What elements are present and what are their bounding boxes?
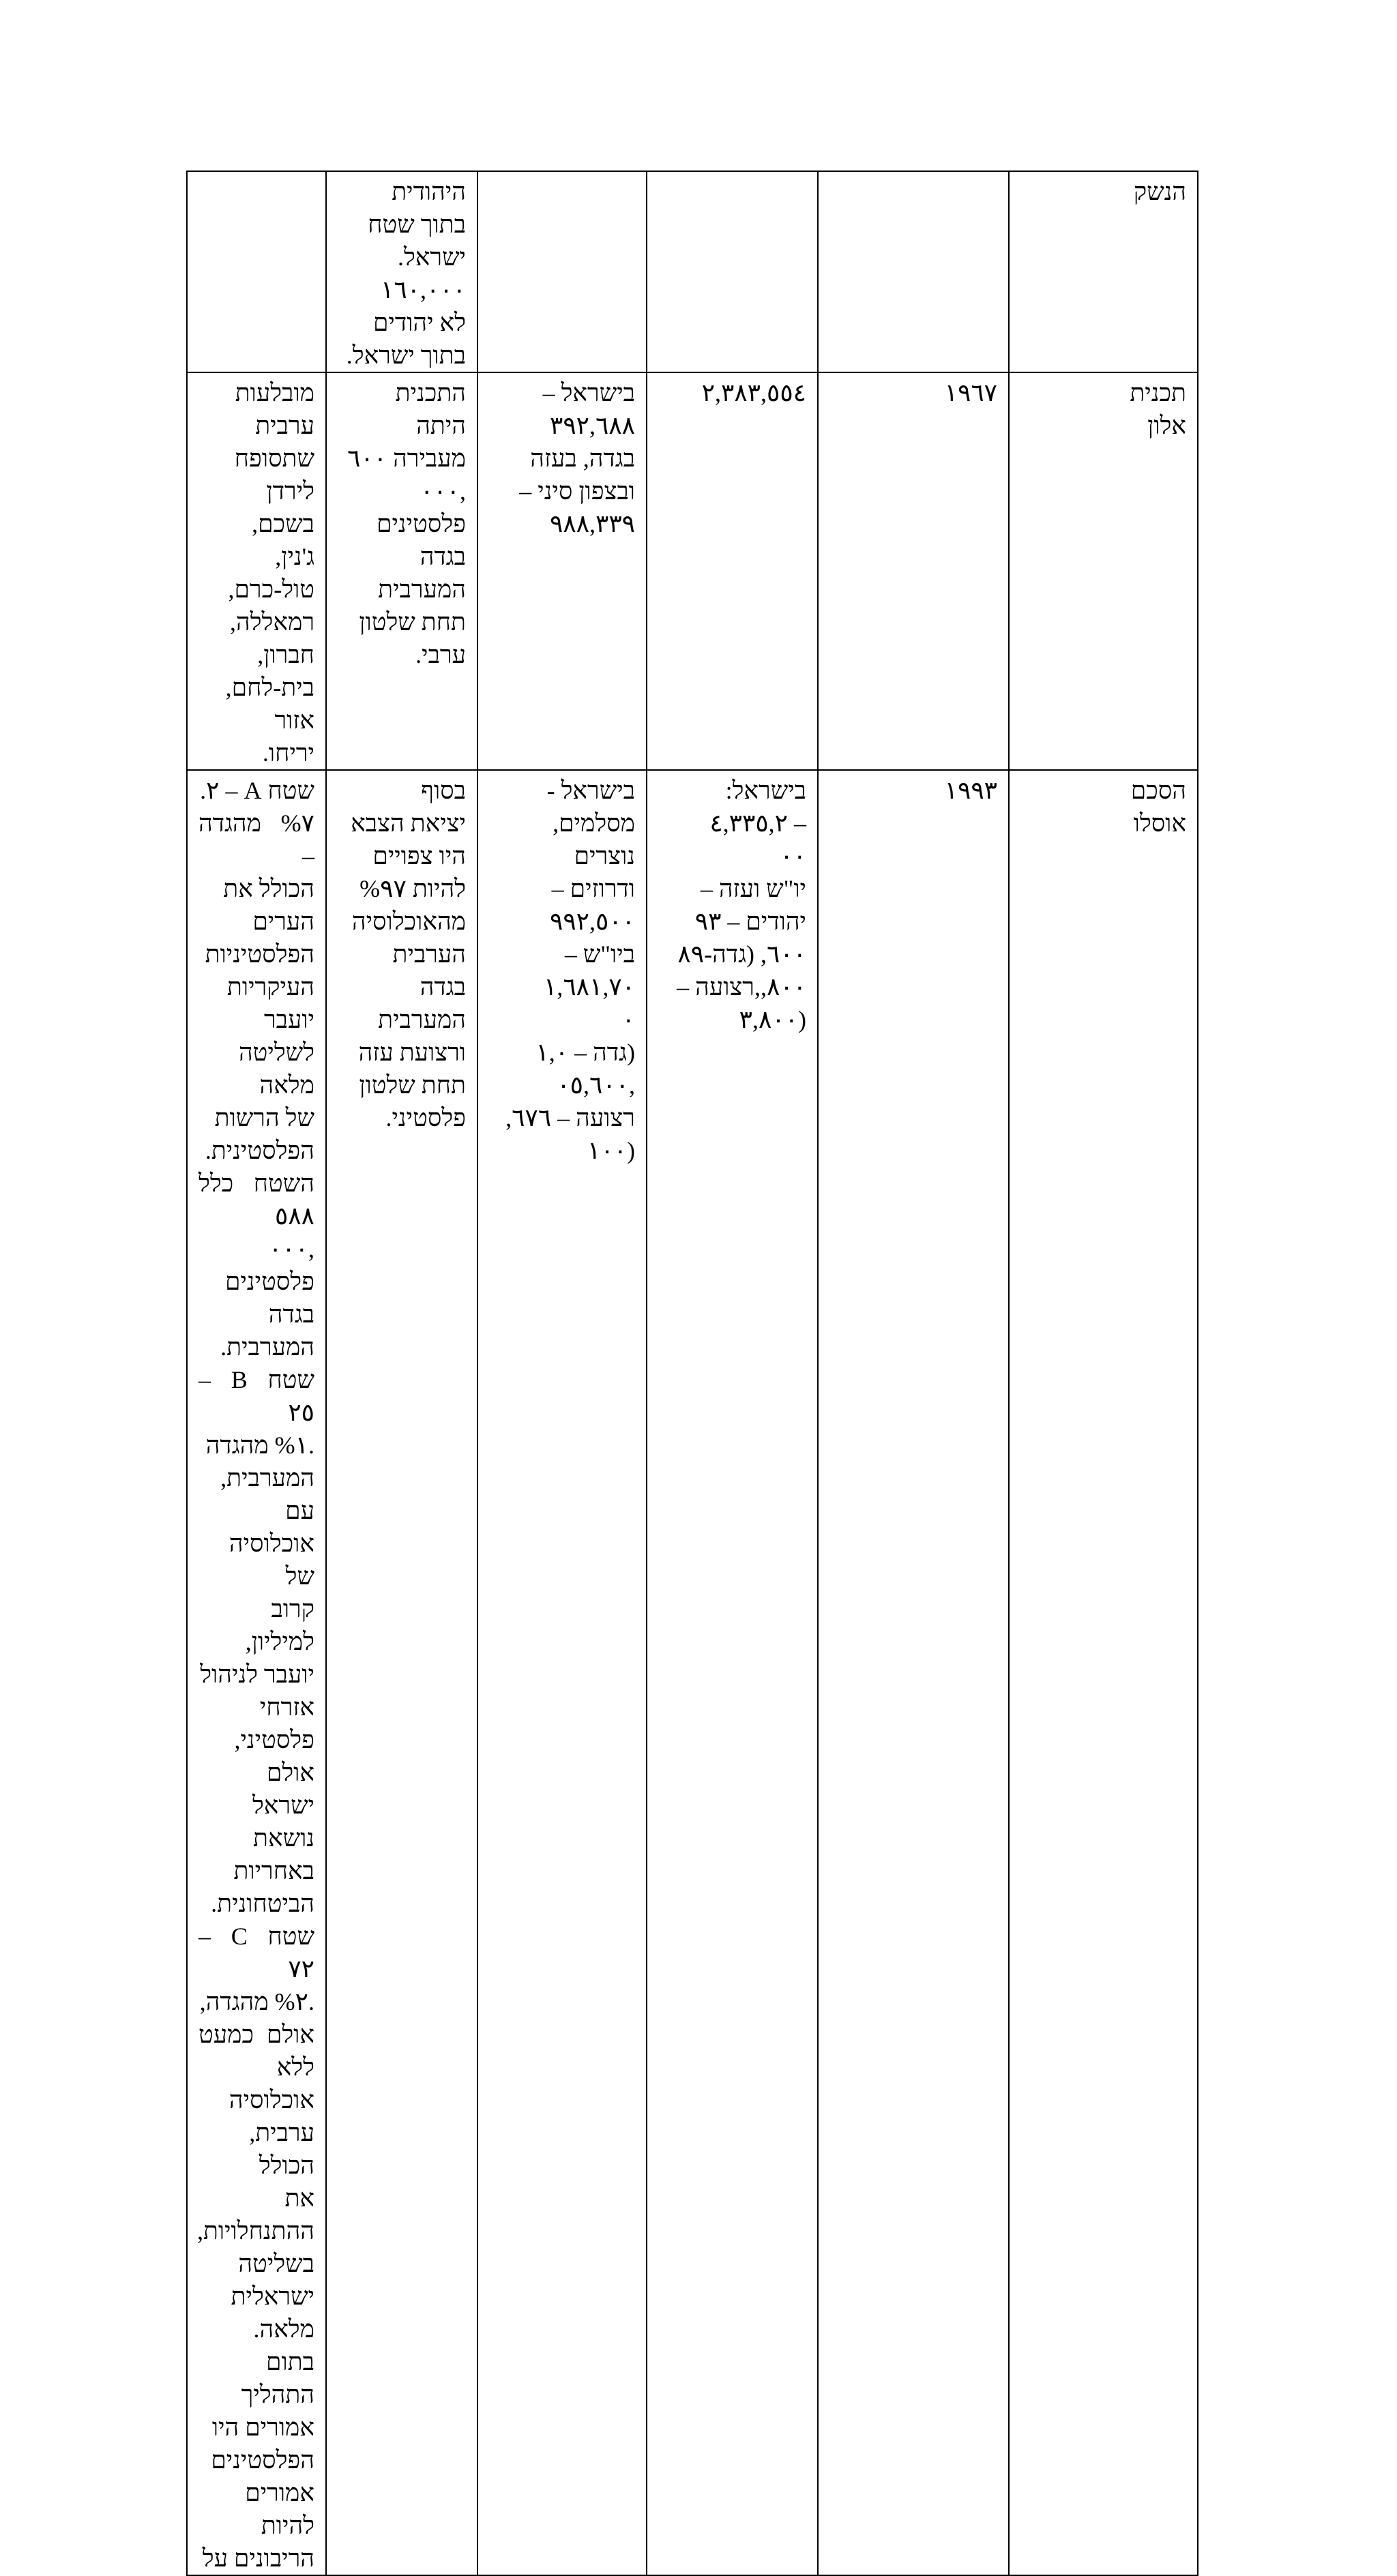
plan-meaning-cell [326,770,477,2575]
plan-name-cell [1009,171,1198,372]
cell-text-line: קרוב למיליון, [245,1595,314,1655]
cell-text-line: בישראל - [546,777,635,804]
cell-text-line: בתוך שטח [368,211,466,238]
cell-text-line: רצועה – ٦٧٦, [505,1104,635,1131]
cell-text-line: אוכלוסיה של [229,1530,314,1590]
cell-text-line: הערבית [392,941,466,968]
plan-name-cell [1009,372,1198,770]
cell-text-line: המערבית, עם [220,1464,314,1524]
cell-text-line: להיות ٩٧% [359,875,466,902]
cell-text-line: הכולל את [223,875,314,902]
cell-text-line: ודרוזים – [551,875,635,902]
cell-text-line: (١٠٠ [587,1137,635,1164]
cell-text-line: תחת שלטון [359,608,466,636]
territories-cell [187,171,326,372]
cell-text-line: ١٦٠,٠٠٠ [380,276,466,304]
cell-text-line: ٧% מהגדה – [198,810,314,870]
cell-text-line: בית-לחם, אזור [225,674,314,734]
cell-text-line: ٣٩٢,٦٨٨ [549,412,635,439]
cell-text-line: שטח B – ٢٥ [198,1366,314,1426]
cell-text-line: השטח כלל ٥٨٨ [198,1170,314,1230]
cell-text-line: אמורים היו [211,2414,314,2441]
cell-text-line: ערבית, הכולל [249,2119,314,2179]
cell-text-line: בגדה [420,543,466,570]
cell-text-line: שטח A – ٢. [200,777,314,804]
cell-text-line: ביו"ש – [564,941,635,968]
cell-text-line: יהודים – ٩٣ [694,908,806,935]
cell-text-line: ١٩٩٣ [944,777,997,804]
cell-text-line: יו"ש ועזה – [700,875,806,902]
cell-text-line: הפלסטינית. [205,1137,314,1164]
cell-text-line: ישראלית מלאה. [231,2283,314,2343]
cell-text-line: ٩٩٢,٥٠٠ [549,908,635,935]
year-cell [818,372,1009,770]
cell-text-line: מהאוכלוסיה [351,908,466,935]
cell-text-line: הנשק [1133,178,1186,205]
total-population-cell [647,171,818,372]
cell-text-line: ٨٠٠,,רצועה – [677,973,806,1001]
territories-cell [187,770,326,2575]
cell-text-line: בתום התהליך [241,2348,314,2408]
arab-population-cell [477,372,647,770]
plan-meaning-cell [326,372,477,770]
cell-text-line: ٦٠٠, (גדה-٨٩ [677,941,806,968]
cell-text-line: – ٤,٣٣٥,٢ [709,810,806,837]
total-population-cell [647,770,818,2575]
table-row [187,770,1198,2575]
cell-text-line: ١,٦٨١,٧٠ [543,973,635,1001]
cell-text-line: בסוף [421,777,466,804]
cell-text-line: היתה [416,412,466,439]
cell-text-line: בגדה [420,973,466,1001]
cell-text-line: פלסטיני. [385,1104,466,1131]
cell-text-line: נושאת באחריות [233,1824,314,1884]
cell-text-line: המערבית [378,576,466,603]
cell-text-line: היהודית [392,178,466,205]
cell-text-line: המערבית [378,1006,466,1033]
cell-text-line: בישראל – [542,379,635,406]
cell-text-line: .٢% מהגדה, [199,1988,314,2015]
cell-text-line: רמאללה, חברון, [229,608,314,668]
cell-text-line: ורצועת עזה [358,1039,466,1066]
cell-text-line: אוסלו [1133,810,1186,837]
cell-text-line: של הרשות [214,1104,314,1131]
cell-text-line: לירדן בשכם, [252,477,314,537]
cell-text-line: שטח C – ٧٢ [198,1923,314,1983]
cell-text-line: יציאת הצבא [351,810,466,837]
cell-text-line: הפלסטינים [211,2446,314,2474]
table-row [187,372,1198,770]
cell-text-line: פלסטינים [377,510,466,537]
cell-text-line: ١٩٦٧ [944,379,997,406]
cell-text-line: אולם ישראל [252,1759,314,1819]
cell-text-line: הביטחונית. [211,1890,314,1917]
cell-text-line: .١% מהגדה [205,1432,314,1459]
cell-text-line: הריבונים על [202,2545,314,2572]
year-cell [818,171,1009,372]
table-row [187,171,1198,372]
cell-text-line: ובצפון סיני – [519,477,635,505]
arab-population-cell [477,770,647,2575]
cell-text-line: בגדה המערבית. [220,1301,314,1361]
cell-text-line: ٠٠ [780,842,806,870]
cell-text-line: מסלמים, [553,810,635,837]
territories-cell [187,372,326,770]
total-population-cell [647,372,818,770]
cell-text-line: ערבי. [415,641,466,668]
cell-text-line: בתוך ישראל. [346,342,466,369]
cell-text-line: תחת שלטון [359,1071,466,1099]
cell-text-line: הפלסטיניות [205,941,314,968]
cell-text-line: ישראל. [397,243,466,271]
cell-text-line: בשליטה [238,2250,314,2277]
cell-text-line: ,٠٠٠ פלסטינים [225,1235,314,1295]
cell-text-line: תכנית [1130,379,1186,406]
cell-text-line: ٢,٣٨٣,٥٥٤ [701,379,806,406]
cell-text-line: ٠ [621,1006,635,1033]
cell-text-line: אלון [1147,412,1186,439]
cell-text-line: אמורים להיות [245,2479,314,2539]
cell-text-line: נוצרים [574,842,635,870]
cell-text-line: יריחו. [262,739,314,767]
cell-text-line: ٩٨٨,٣٣٩ [549,510,635,537]
cell-text-line: הסכם [1130,777,1186,804]
cell-text-line: (٣,٨٠٠ [739,1006,806,1033]
cell-text-line: אזרחי פלסטיני, [234,1693,314,1753]
cell-text-line: ג'נין, טול-כרם, [228,543,314,603]
cell-text-line: היו צפויים [372,842,466,870]
cell-text-line: העיקריות יועבר [226,973,314,1033]
cell-text-line: (גדה – ١,٠ [535,1039,635,1066]
cell-text-line: יועבר לניהול [200,1661,314,1688]
plan-name-cell [1009,770,1198,2575]
arab-population-cell [477,171,647,372]
cell-text-line: מובלעות [235,379,314,406]
cell-text-line: התכנית [395,379,466,406]
cell-text-line: הערים [252,908,314,935]
cell-text-line: בישראל: [725,777,806,804]
cell-text-line: את ההתנחלויות, [196,2185,314,2245]
cell-text-line: ,٠٠٠ [420,477,466,505]
cell-text-line: בגדה, בעזה [530,445,635,472]
population-plans-table [186,171,1199,2576]
cell-text-line: לא יהודים [372,309,466,336]
cell-text-line: ,٠٥,٦٠٠ [557,1071,635,1099]
cell-text-line: אוכלוסיה [229,2086,314,2114]
cell-text-line: מעבירה ٦٠٠ [347,445,466,472]
year-cell [818,770,1009,2575]
plan-meaning-cell [326,171,477,372]
cell-text-line: ערבית שתסופח [234,412,314,472]
cell-text-line: לשליטה מלאה [238,1039,314,1099]
cell-text-line: אולם כמעט ללא [198,2021,314,2081]
